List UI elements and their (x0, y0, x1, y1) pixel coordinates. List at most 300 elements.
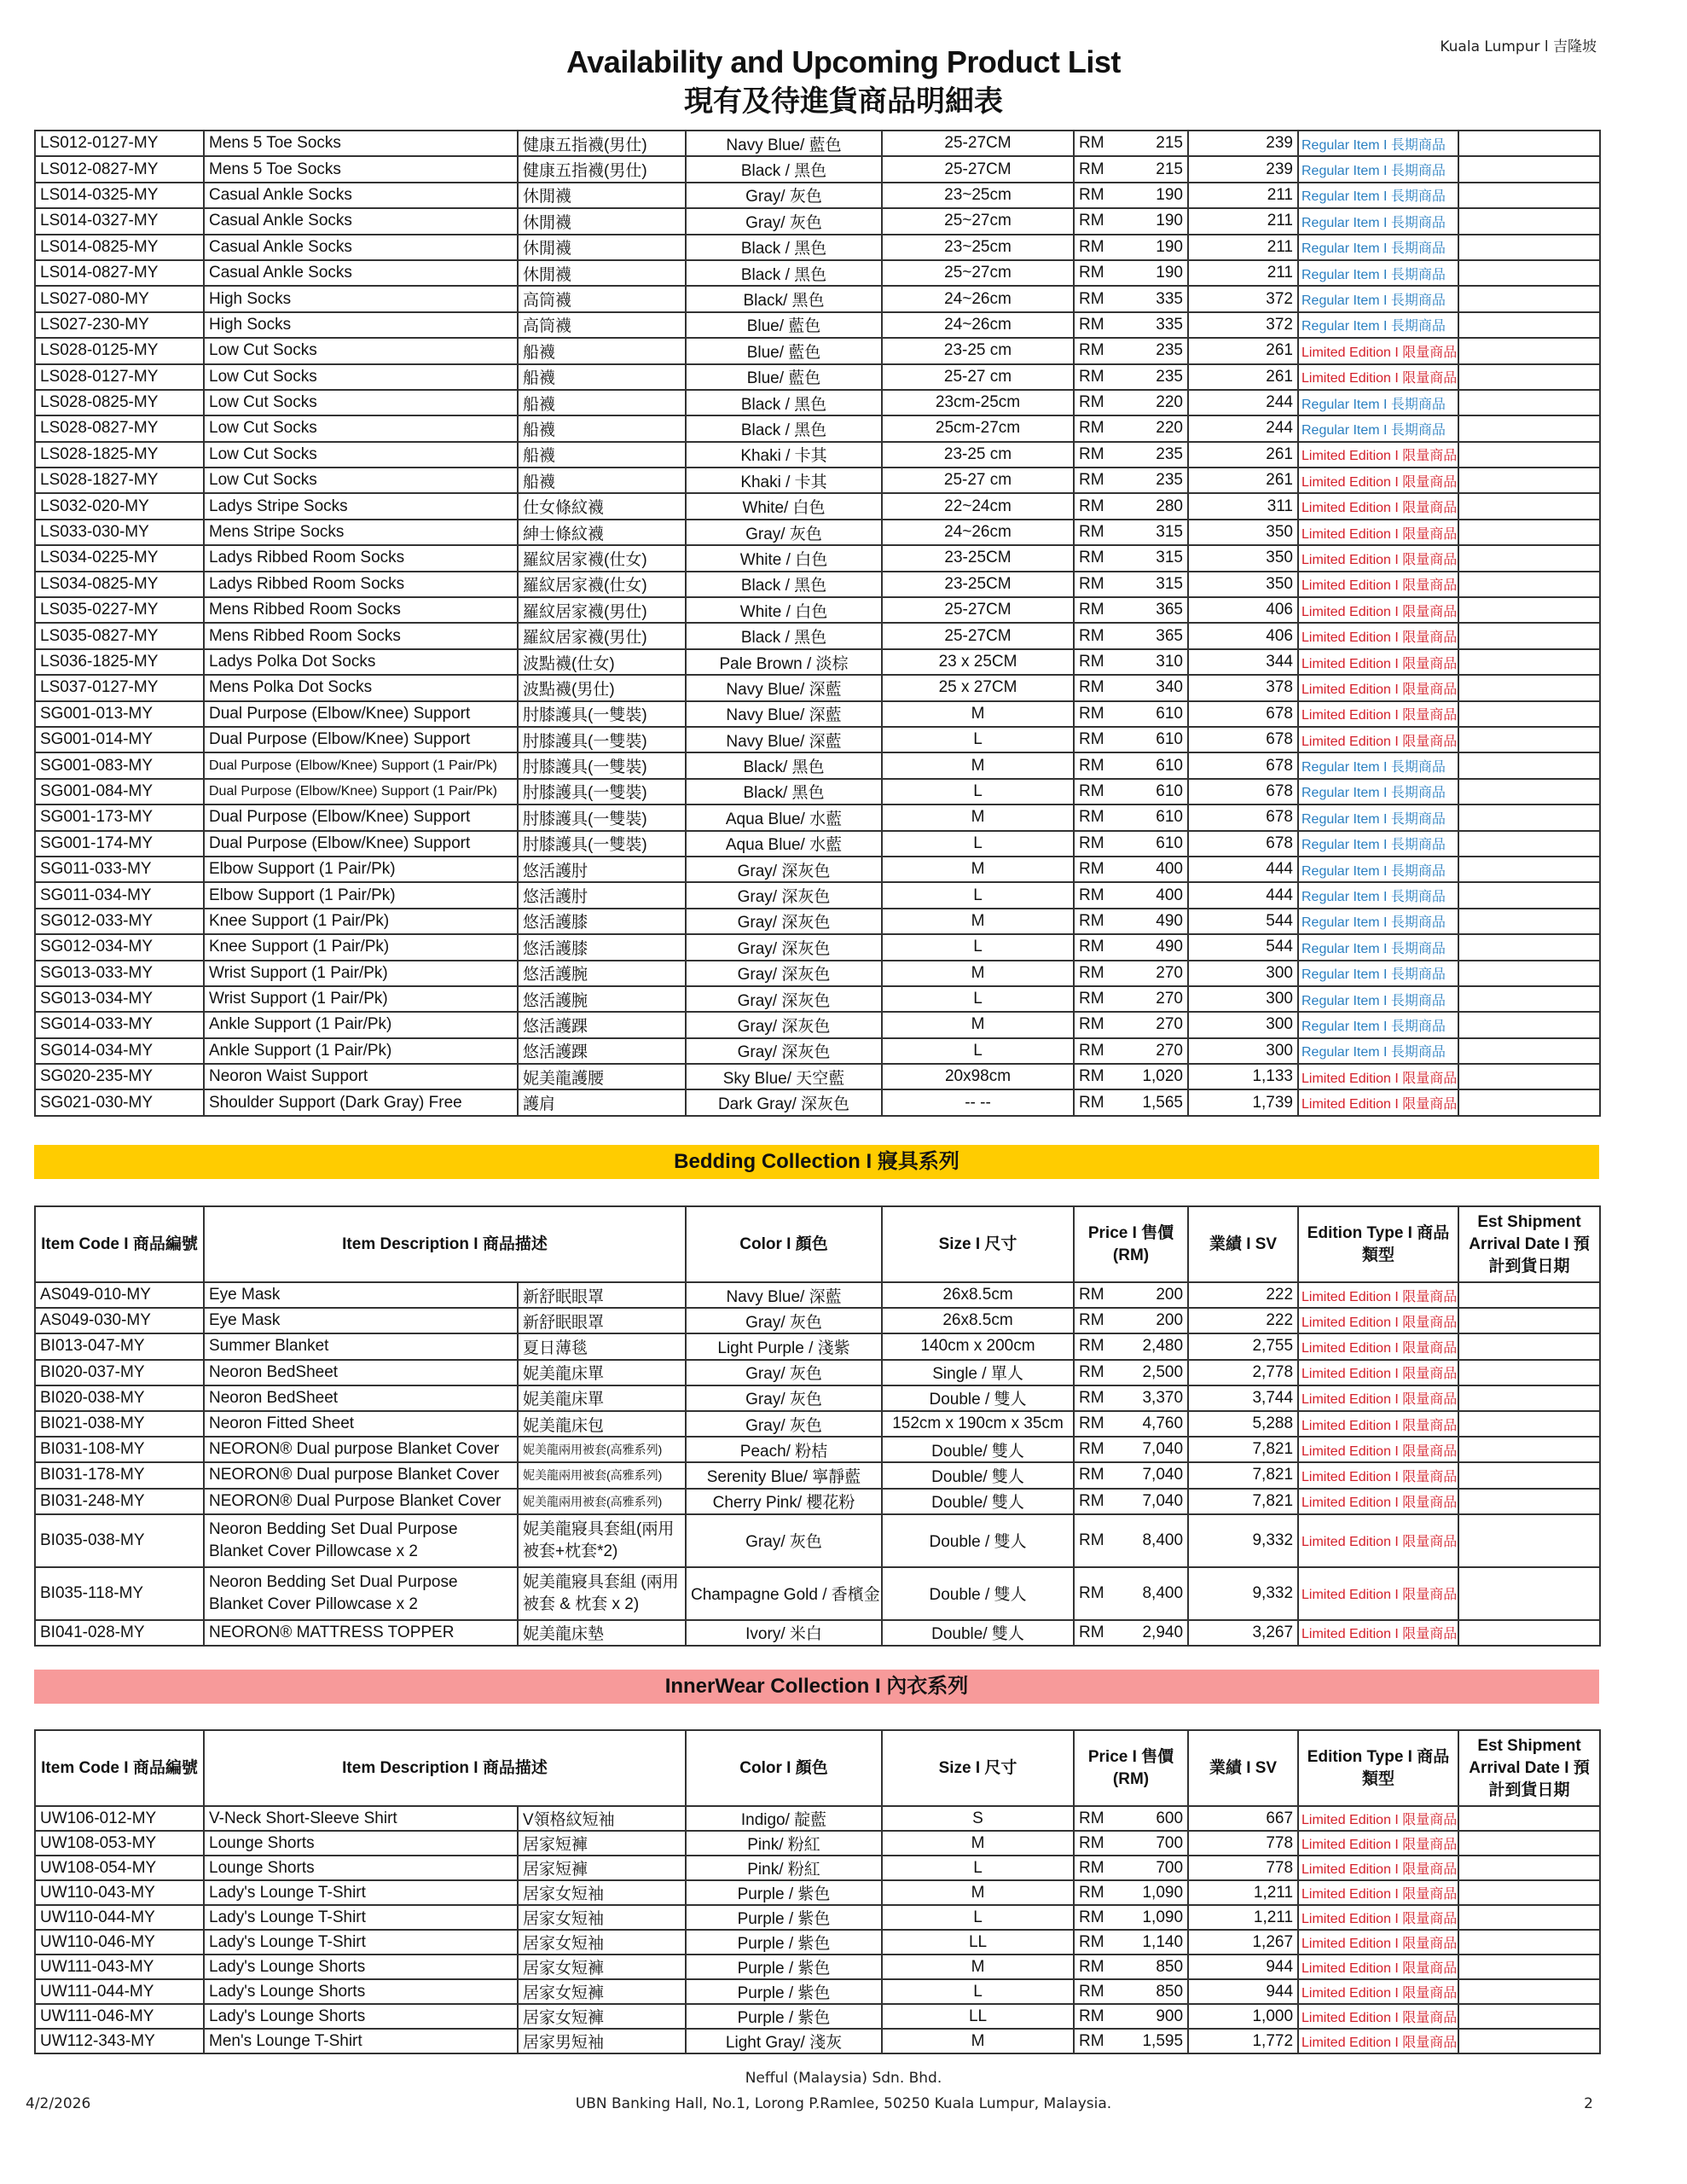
item-description: Low Cut Socks (204, 442, 518, 468)
item-color: Navy Blue/ 深藍 (686, 727, 882, 752)
item-code: UW106-012-MY (35, 1806, 204, 1831)
item-code: LS014-0825-MY (35, 235, 204, 260)
price-value: 1,595 (1142, 2031, 1184, 2050)
item-description-zh: 護肩 (518, 1089, 686, 1115)
item-description: Mens Stripe Socks (204, 520, 518, 545)
item-description: Ankle Support (1 Pair/Pk) (204, 1038, 518, 1064)
item-code: SG014-033-MY (35, 1012, 204, 1037)
item-color: Purple / 紫色 (686, 1979, 882, 2004)
item-description: Lady's Lounge T-Shirt (204, 1905, 518, 1930)
item-code: BI020-037-MY (35, 1360, 204, 1385)
item-description: Dual Purpose (Elbow/Knee) Support (1 Pair/Pk) (204, 752, 518, 778)
item-size: L (882, 1905, 1074, 1930)
item-price (1074, 286, 1188, 311)
item-price (1074, 779, 1188, 804)
arrival-date (1458, 1360, 1600, 1385)
table-row (35, 2004, 1600, 2029)
item-price (1074, 131, 1188, 156)
price-value: 220 (1156, 419, 1183, 438)
item-price (1074, 1489, 1188, 1514)
currency-label: RM (1079, 444, 1104, 463)
item-code: LS033-030-MY (35, 520, 204, 545)
item-description-zh: 健康五指襪(男仕) (518, 156, 686, 182)
arrival-date (1458, 312, 1600, 338)
table-row (35, 468, 1600, 493)
item-sv: 1,772 (1188, 2029, 1298, 2053)
col-header-color: Color I 顏色 (686, 1206, 882, 1282)
currency-label: RM (1079, 1337, 1104, 1356)
edition-type-badge: Regular Item I 長期商品 (1298, 235, 1458, 260)
price-value: 315 (1156, 523, 1183, 542)
table-row (35, 934, 1600, 960)
price-value: 270 (1156, 1015, 1183, 1034)
edition-type-badge: Regular Item I 長期商品 (1298, 415, 1458, 441)
item-price (1074, 1308, 1188, 1333)
item-sv: 1,211 (1188, 1880, 1298, 1905)
item-color: Black / 黑色 (686, 623, 882, 648)
item-color: Gray/ 深灰色 (686, 986, 882, 1012)
item-description: Wrist Support (1 Pair/Pk) (204, 961, 518, 986)
currency-label: RM (1079, 704, 1104, 723)
price-value: 700 (1156, 1858, 1184, 1877)
arrival-date (1458, 1567, 1600, 1620)
price-value: 400 (1156, 886, 1183, 904)
item-code: AS049-010-MY (35, 1282, 204, 1308)
item-price (1074, 1282, 1188, 1308)
item-price (1074, 235, 1188, 260)
item-color: Cherry Pink/ 櫻花粉 (686, 1489, 882, 1514)
currency-label: RM (1079, 393, 1104, 412)
table-row (35, 1806, 1600, 1831)
item-code: LS012-0127-MY (35, 131, 204, 156)
item-sv: 778 (1188, 1831, 1298, 1856)
currency-label: RM (1079, 1414, 1104, 1433)
edition-type-badge: Regular Item I 長期商品 (1298, 208, 1458, 234)
edition-type-badge: Limited Edition I 限量商品 (1298, 1360, 1458, 1385)
item-sv: 678 (1188, 701, 1298, 727)
edition-type-badge: Regular Item I 長期商品 (1298, 752, 1458, 778)
item-color: Gray/ 深灰色 (686, 934, 882, 960)
item-description-zh: 休閒襪 (518, 208, 686, 234)
table-row (35, 1089, 1600, 1115)
item-color: Sky Blue/ 天空藍 (686, 1064, 882, 1089)
item-size: 23-25CM (882, 545, 1074, 571)
edition-type-badge: Limited Edition I 限量商品 (1298, 1437, 1458, 1462)
edition-type-badge: Limited Edition I 限量商品 (1298, 1411, 1458, 1437)
item-description-zh: 妮美龍床單 (518, 1360, 686, 1385)
item-size: LL (882, 2004, 1074, 2029)
arrival-date (1458, 1930, 1600, 1955)
item-description-zh: 休閒襪 (518, 260, 686, 286)
item-description-zh: 肘膝護具(一雙裝) (518, 752, 686, 778)
item-description: Ladys Ribbed Room Socks (204, 545, 518, 571)
item-description: Lounge Shorts (204, 1856, 518, 1880)
item-code: LS028-1825-MY (35, 442, 204, 468)
item-sv: 7,821 (1188, 1462, 1298, 1488)
item-price (1074, 857, 1188, 882)
edition-type-badge: Regular Item I 長期商品 (1298, 882, 1458, 908)
item-description-zh: 悠活護腕 (518, 986, 686, 1012)
item-description-zh: 肘膝護具(一雙裝) (518, 701, 686, 727)
price-value: 7,040 (1142, 1440, 1184, 1459)
edition-type-badge: Limited Edition I 限量商品 (1298, 2004, 1458, 2029)
table-row (35, 1462, 1600, 1488)
price-value: 8,400 (1142, 1583, 1184, 1602)
price-value: 1,090 (1142, 1883, 1184, 1902)
item-code: SG001-013-MY (35, 701, 204, 727)
item-size: LL (882, 1930, 1074, 1955)
item-size: M (882, 1880, 1074, 1905)
item-description: Low Cut Socks (204, 364, 518, 390)
item-description-zh: 紳士條紋襪 (518, 520, 686, 545)
table-row (35, 986, 1600, 1012)
table-row (35, 1437, 1600, 1462)
currency-label: RM (1079, 601, 1104, 619)
arrival-date (1458, 1955, 1600, 1979)
item-size: 23-25CM (882, 572, 1074, 597)
item-size: 25 x 27CM (882, 675, 1074, 700)
item-size: M (882, 701, 1074, 727)
item-sv: 678 (1188, 752, 1298, 778)
item-description-zh: 居家女短褲 (518, 1979, 686, 2004)
item-description-zh: 波點襪(仕女) (518, 649, 686, 675)
item-sv: 372 (1188, 286, 1298, 311)
item-description-zh: 妮美龍兩用被套(高雅系列) (518, 1437, 686, 1462)
item-price (1074, 1905, 1188, 1930)
table-row (35, 1333, 1600, 1359)
item-sv: 300 (1188, 1038, 1298, 1064)
item-price (1074, 493, 1188, 519)
arrival-date (1458, 1856, 1600, 1880)
item-sv: 944 (1188, 1979, 1298, 2004)
item-code: SG001-173-MY (35, 804, 204, 830)
item-description-zh: 居家女短褲 (518, 2004, 686, 2029)
item-description: Dual Purpose (Elbow/Knee) Support (1 Pair/Pk) (204, 779, 518, 804)
price-value: 200 (1156, 1311, 1184, 1330)
arrival-date (1458, 1089, 1600, 1115)
edition-type-badge: Limited Edition I 限量商品 (1298, 623, 1458, 648)
item-size: M (882, 752, 1074, 778)
arrival-date (1458, 442, 1600, 468)
item-code: SG001-014-MY (35, 727, 204, 752)
currency-label: RM (1079, 185, 1104, 204)
item-code: LS028-0827-MY (35, 415, 204, 441)
price-value: 610 (1156, 808, 1183, 827)
price-value: 315 (1156, 574, 1183, 593)
price-value: 200 (1156, 1286, 1184, 1304)
item-code: LS027-230-MY (35, 312, 204, 338)
item-sv: 406 (1188, 623, 1298, 648)
item-price (1074, 1038, 1188, 1064)
item-description-zh: 悠活護踝 (518, 1012, 686, 1037)
currency-label: RM (1079, 1311, 1104, 1330)
item-price (1074, 804, 1188, 830)
socks-support-table (34, 130, 1601, 1117)
edition-type-badge: Limited Edition I 限量商品 (1298, 1905, 1458, 1930)
edition-type-badge: Regular Item I 長期商品 (1298, 183, 1458, 208)
currency-label: RM (1079, 938, 1104, 956)
price-value: 1,090 (1142, 1908, 1184, 1926)
table-row (35, 597, 1600, 623)
edition-type-badge: Limited Edition I 限量商品 (1298, 649, 1458, 675)
col-header-price: Price I 售價 (RM) (1074, 1730, 1188, 1806)
item-color: Indigo/ 靛藍 (686, 1806, 882, 1831)
item-size: 25-27CM (882, 156, 1074, 182)
item-description-zh: 船襪 (518, 338, 686, 363)
item-price (1074, 260, 1188, 286)
currency-label: RM (1079, 1286, 1104, 1304)
item-color: Black / 黑色 (686, 390, 882, 415)
arrival-date (1458, 804, 1600, 830)
table-row (35, 2029, 1600, 2053)
item-description-zh: 妮美龍床單 (518, 1385, 686, 1411)
item-color: Black/ 黑色 (686, 779, 882, 804)
item-price (1074, 649, 1188, 675)
col-header-code: Item Code I 商品編號 (35, 1730, 204, 1806)
item-color: Black / 黑色 (686, 572, 882, 597)
edition-type-badge: Limited Edition I 限量商品 (1298, 1489, 1458, 1514)
edition-type-badge: Regular Item I 長期商品 (1298, 312, 1458, 338)
item-sv: 350 (1188, 520, 1298, 545)
item-size: Double/ 雙人 (882, 1437, 1074, 1462)
item-description-zh: 悠活護膝 (518, 909, 686, 934)
col-header-edition: Edition Type I 商品類型 (1298, 1206, 1458, 1282)
item-color: Navy Blue/ 深藍 (686, 701, 882, 727)
item-sv: 261 (1188, 468, 1298, 493)
footer-date: 4/2/2026 (26, 2095, 91, 2112)
table-row (35, 131, 1600, 156)
item-code: LS034-0825-MY (35, 572, 204, 597)
item-color: Khaki / 卡其 (686, 468, 882, 493)
currency-label: RM (1079, 1932, 1104, 1951)
item-code: BI041-028-MY (35, 1620, 204, 1646)
table-row (35, 1955, 1600, 1979)
item-description-zh: 妮美龍兩用被套(高雅系列) (518, 1462, 686, 1488)
currency-label: RM (1079, 1583, 1104, 1602)
currency-label: RM (1079, 756, 1104, 775)
item-description: Ladys Ribbed Room Socks (204, 572, 518, 597)
item-size: 25-27CM (882, 623, 1074, 648)
table-row (35, 649, 1600, 675)
price-value: 8,400 (1142, 1531, 1184, 1549)
item-color: Purple / 紫色 (686, 1955, 882, 1979)
price-value: 235 (1156, 471, 1183, 490)
item-code: UW112-343-MY (35, 2029, 204, 2053)
item-sv: 1,211 (1188, 1905, 1298, 1930)
item-price (1074, 1064, 1188, 1089)
item-description: Casual Ankle Socks (204, 183, 518, 208)
item-description-zh: 悠活護膝 (518, 934, 686, 960)
item-code: LS027-080-MY (35, 286, 204, 311)
item-price (1074, 1856, 1188, 1880)
price-value: 365 (1156, 601, 1183, 619)
item-description: Lady's Lounge T-Shirt (204, 1930, 518, 1955)
price-value: 270 (1156, 963, 1183, 982)
table-row (35, 1567, 1600, 1620)
price-value: 3,370 (1142, 1388, 1184, 1407)
item-sv: 211 (1188, 235, 1298, 260)
arrival-date (1458, 1308, 1600, 1333)
arrival-date (1458, 675, 1600, 700)
item-size: M (882, 961, 1074, 986)
item-description-zh: 居家短褲 (518, 1856, 686, 1880)
edition-type-badge: Limited Edition I 限量商品 (1298, 1089, 1458, 1115)
item-code: LS035-0827-MY (35, 623, 204, 648)
price-value: 270 (1156, 1041, 1183, 1060)
item-description-zh: 夏日薄毯 (518, 1333, 686, 1359)
item-description-zh: 高筒襪 (518, 312, 686, 338)
item-sv: 5,288 (1188, 1411, 1298, 1437)
item-sv: 544 (1188, 909, 1298, 934)
item-size: 25cm-27cm (882, 415, 1074, 441)
table-row (35, 857, 1600, 882)
table-row (35, 442, 1600, 468)
item-size: L (882, 831, 1074, 857)
edition-type-badge: Limited Edition I 限量商品 (1298, 1308, 1458, 1333)
item-code: LS036-1825-MY (35, 649, 204, 675)
currency-label: RM (1079, 1982, 1104, 2001)
table-row (35, 1514, 1600, 1567)
item-description: Ladys Stripe Socks (204, 493, 518, 519)
price-value: 2,480 (1142, 1337, 1184, 1356)
item-description: Knee Support (1 Pair/Pk) (204, 934, 518, 960)
item-size: 25~27cm (882, 260, 1074, 286)
price-value: 270 (1156, 990, 1183, 1008)
currency-label: RM (1079, 1809, 1104, 1827)
edition-type-badge: Regular Item I 長期商品 (1298, 131, 1458, 156)
col-header-code: Item Code I 商品編號 (35, 1206, 204, 1282)
currency-label: RM (1079, 1858, 1104, 1877)
item-description-zh: 妮美龍床墊 (518, 1620, 686, 1646)
currency-label: RM (1079, 341, 1104, 360)
table-row (35, 364, 1600, 390)
arrival-date (1458, 1282, 1600, 1308)
item-code: LS014-0327-MY (35, 208, 204, 234)
item-code: UW111-043-MY (35, 1955, 204, 1979)
item-color: Blue/ 藍色 (686, 364, 882, 390)
arrival-date (1458, 1514, 1600, 1567)
currency-label: RM (1079, 860, 1104, 879)
item-description-zh: 肘膝護具(一雙裝) (518, 804, 686, 830)
item-description: Dual Purpose (Elbow/Knee) Support (204, 804, 518, 830)
col-header-arrival: Est Shipment Arrival Date I 預計到貨日期 (1458, 1206, 1600, 1282)
price-value: 700 (1156, 1833, 1184, 1852)
item-color: Gray/ 深灰色 (686, 961, 882, 986)
edition-type-badge: Regular Item I 長期商品 (1298, 390, 1458, 415)
item-description-zh: 新舒眠眼罩 (518, 1282, 686, 1308)
item-code: SG014-034-MY (35, 1038, 204, 1064)
item-color: Pink/ 粉紅 (686, 1831, 882, 1856)
currency-label: RM (1079, 678, 1104, 697)
item-description-zh: 波點襪(男仕) (518, 675, 686, 700)
item-price (1074, 1360, 1188, 1385)
item-description: High Socks (204, 312, 518, 338)
item-description: Knee Support (1 Pair/Pk) (204, 909, 518, 934)
edition-type-badge: Limited Edition I 限量商品 (1298, 468, 1458, 493)
item-size: M (882, 1831, 1074, 1856)
item-color: Purple / 紫色 (686, 1905, 882, 1930)
bedding-header-row (35, 1206, 1600, 1282)
item-code: SG001-084-MY (35, 779, 204, 804)
edition-type-badge: Limited Edition I 限量商品 (1298, 1333, 1458, 1359)
item-sv: 378 (1188, 675, 1298, 700)
item-description: Neoron BedSheet (204, 1385, 518, 1411)
edition-type-badge: Limited Edition I 限量商品 (1298, 520, 1458, 545)
item-description: Men's Lounge T-Shirt (204, 2029, 518, 2053)
item-description: Low Cut Socks (204, 338, 518, 363)
item-sv: 1,000 (1188, 2004, 1298, 2029)
item-description: Elbow Support (1 Pair/Pk) (204, 882, 518, 908)
price-value: 190 (1156, 185, 1183, 204)
table-row (35, 572, 1600, 597)
item-sv: 261 (1188, 338, 1298, 363)
item-color: Blue/ 藍色 (686, 312, 882, 338)
item-price (1074, 2004, 1188, 2029)
item-size: 25~27cm (882, 208, 1074, 234)
table-row (35, 961, 1600, 986)
item-code: LS035-0227-MY (35, 597, 204, 623)
currency-label: RM (1079, 808, 1104, 827)
table-row (35, 1411, 1600, 1437)
price-value: 235 (1156, 367, 1183, 386)
table-row (35, 701, 1600, 727)
price-value: 215 (1156, 160, 1183, 178)
table-row (35, 1979, 1600, 2004)
item-price (1074, 1012, 1188, 1037)
item-description-zh: 肘膝護具(一雙裝) (518, 779, 686, 804)
item-sv: 222 (1188, 1308, 1298, 1333)
arrival-date (1458, 961, 1600, 986)
arrival-date (1458, 2004, 1600, 2029)
item-price (1074, 312, 1188, 338)
item-sv: 372 (1188, 312, 1298, 338)
item-color: Gray/ 深灰色 (686, 909, 882, 934)
arrival-date (1458, 493, 1600, 519)
item-code: LS032-020-MY (35, 493, 204, 519)
item-sv: 300 (1188, 961, 1298, 986)
table-row (35, 1282, 1600, 1308)
currency-label: RM (1079, 367, 1104, 386)
currency-label: RM (1079, 1466, 1104, 1484)
price-value: 340 (1156, 678, 1183, 697)
col-header-arrival: Est Shipment Arrival Date I 預計到貨日期 (1458, 1730, 1600, 1806)
price-value: 190 (1156, 264, 1183, 282)
currency-label: RM (1079, 1833, 1104, 1852)
item-color: Pink/ 粉紅 (686, 1856, 882, 1880)
table-row (35, 208, 1600, 234)
arrival-date (1458, 1489, 1600, 1514)
item-description-zh: 羅紋居家襪(仕女) (518, 572, 686, 597)
price-value: 335 (1156, 315, 1183, 334)
item-description: Dual Purpose (Elbow/Knee) Support (204, 701, 518, 727)
item-price (1074, 1979, 1188, 2004)
item-price (1074, 752, 1188, 778)
item-code: BI035-118-MY (35, 1567, 204, 1620)
item-description-zh: 悠活護肘 (518, 882, 686, 908)
arrival-date (1458, 701, 1600, 727)
item-code: LS028-0825-MY (35, 390, 204, 415)
item-color: Pale Brown / 淡棕 (686, 649, 882, 675)
item-description-zh: 妮美龍護腰 (518, 1064, 686, 1089)
price-value: 310 (1156, 653, 1183, 671)
price-value: 490 (1156, 911, 1183, 930)
currency-label: RM (1079, 1362, 1104, 1381)
arrival-date (1458, 545, 1600, 571)
table-row (35, 156, 1600, 182)
item-price (1074, 338, 1188, 363)
price-value: 850 (1156, 1982, 1184, 2001)
item-price (1074, 572, 1188, 597)
